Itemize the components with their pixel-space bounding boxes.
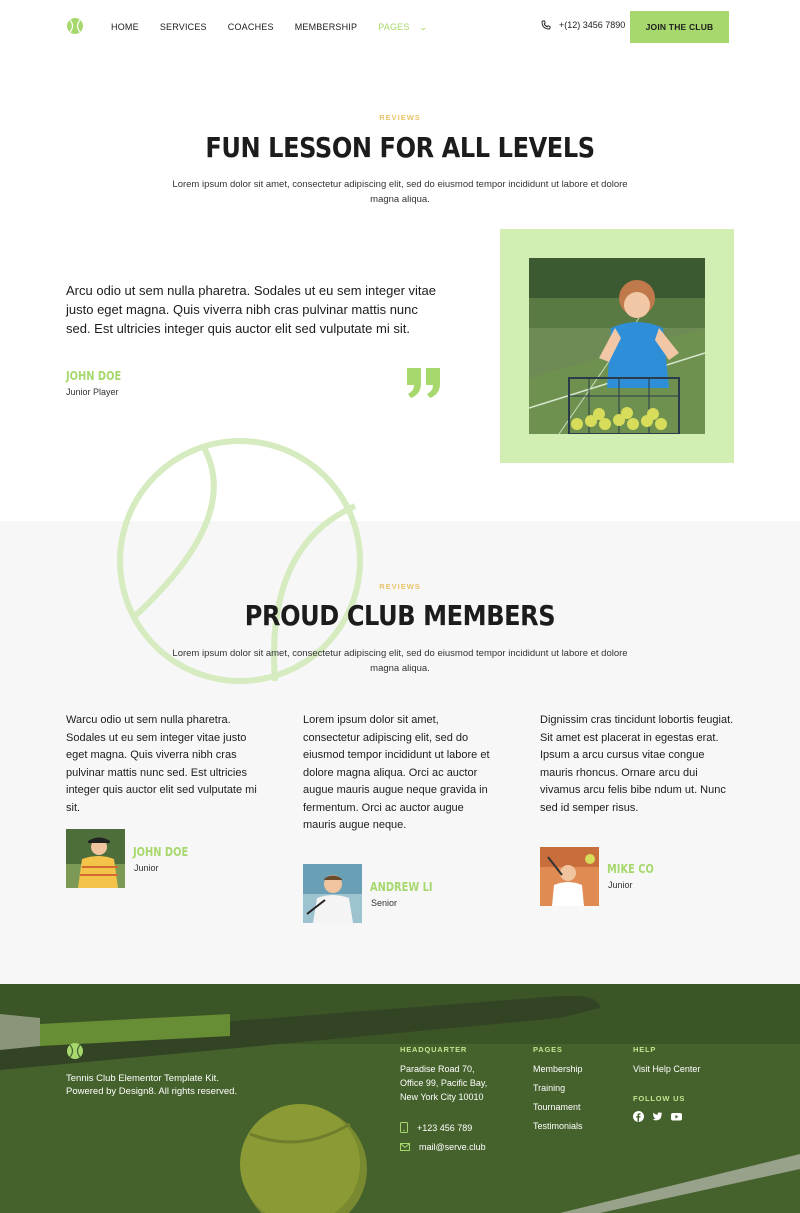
lessons-title: FUN LESSON FOR ALL LEVELS xyxy=(205,131,595,164)
testimonial-author: JOHN DOE xyxy=(66,369,122,383)
nav-services[interactable]: SERVICES xyxy=(159,22,207,32)
member-role: Senior xyxy=(371,898,398,908)
help-heading: HELP xyxy=(633,1045,657,1054)
footer-phone[interactable] xyxy=(400,1122,472,1133)
site-footer xyxy=(0,984,800,1213)
address-line: Office 99, Pacific Bay, xyxy=(400,1078,488,1088)
help-center-link[interactable]: Visit Help Center xyxy=(633,1064,701,1074)
footer-link-training[interactable]: Training xyxy=(533,1083,566,1093)
member-name: ANDREW LI xyxy=(370,880,433,894)
facebook-icon[interactable] xyxy=(633,1109,644,1120)
member-role: Junior xyxy=(134,863,159,873)
member-review-text: Lorem ipsum dolor sit amet, consectetur adipiscing elit, sed do eiusmod tempor incididunt ut labore et dolore magna aliqua. Orci ac auctor augue mauris augue neque gravida in fermentum. Orci ac auctor augue mauris augue neque. xyxy=(303,714,490,831)
avatar xyxy=(303,864,362,923)
footer-email-address: mail@serve.club xyxy=(419,1142,486,1152)
member-name: MIKE CO xyxy=(607,862,654,876)
footer-link-tournament[interactable]: Tournament xyxy=(533,1102,581,1112)
member-name: JOHN DOE xyxy=(133,845,189,859)
tennis-ball-logo-icon[interactable] xyxy=(67,18,83,34)
twitter-icon[interactable] xyxy=(652,1109,663,1120)
social-links xyxy=(633,1109,682,1120)
nav-membership[interactable]: MEMBERSHIP xyxy=(294,22,358,32)
headquarter-heading: HEADQUARTER xyxy=(400,1045,468,1054)
footer-phone-number: +123 456 789 xyxy=(417,1122,473,1133)
junior-player-photo xyxy=(529,258,705,434)
header-phone[interactable] xyxy=(541,20,625,30)
lessons-lead: Lorem ipsum dolor sit amet, consectetur adipiscing elit, sed do eiusmod tempor incididunt ut labore et dolore magna aliqua. xyxy=(172,179,628,205)
address-line: New York City 10010 xyxy=(400,1092,484,1102)
footer-link-testimonials[interactable]: Testimonials xyxy=(533,1121,583,1131)
quote-icon xyxy=(405,368,443,398)
footer-copyright: Powered by Design8. All rights reserved. xyxy=(66,1086,238,1097)
member-review-text: Warcu odio ut sem nulla pharetra. Sodales ut eu sem integer vitae justo eget magna. Quis viverra nibh cras pulvinar mattis nunc sed. Est ultricies integer quis auctor elit sed vulputate mi sit. xyxy=(66,714,257,814)
tennis-ball-logo-icon[interactable] xyxy=(67,1043,83,1059)
nav-pages[interactable] xyxy=(378,21,426,34)
members-lead: Lorem ipsum dolor sit amet, consectetur adipiscing elit, sed do eiusmod tempor incididunt ut labore et dolore magna aliqua. xyxy=(172,648,628,674)
follow-us-heading: FOLLOW US xyxy=(633,1094,686,1103)
nav-pages-label: PAGES xyxy=(378,22,410,32)
member-role: Junior xyxy=(608,880,633,890)
address-line: Paradise Road 70, xyxy=(400,1064,475,1074)
testimonial-role: Junior Player xyxy=(66,387,119,397)
join-club-button[interactable]: JOIN THE CLUB xyxy=(630,11,729,43)
footer-brand-line: Tennis Club Elementor Template Kit. xyxy=(66,1073,219,1084)
testimonial-quote: Arcu odio ut sem nulla pharetra. Sodales ut eu sem integer vitae justo eget magna. Quis viverra nibh cras pulvinar mattis nunc sed. Est ultricies integer quis auctor elit sed vulputate mi sit. xyxy=(66,283,436,336)
youtube-icon[interactable] xyxy=(671,1109,682,1120)
avatar xyxy=(66,829,125,888)
footer-address xyxy=(400,1062,487,1104)
footer-link-membership[interactable]: Membership xyxy=(533,1064,583,1074)
member-review-text: Dignissim cras tincidunt lobortis feugiat. Sit amet est placerat in egestas erat. Ipsum a arcu cursus vitae congue mauris rhoncus. Ornare arcu dui vivamus arcu felis bibe ndum ut. Nunc sed id semper risus. xyxy=(540,714,734,814)
nav-coaches[interactable]: COACHES xyxy=(227,22,274,32)
footer-email[interactable] xyxy=(400,1142,486,1152)
pages-heading: PAGES xyxy=(533,1045,563,1054)
members-kicker: REVIEWS xyxy=(379,582,421,591)
mobile-icon xyxy=(400,1122,408,1133)
footer-brand-text xyxy=(66,1072,286,1098)
members-title: PROUD CLUB MEMBERS xyxy=(244,599,556,632)
nav-home[interactable]: HOME xyxy=(111,22,139,32)
site-header xyxy=(0,0,800,54)
header-phone-number: +(12) 3456 7890 xyxy=(559,20,626,30)
phone-icon xyxy=(541,20,551,30)
mail-icon xyxy=(400,1143,410,1151)
lessons-kicker: REVIEWS xyxy=(379,113,421,122)
main-nav xyxy=(111,21,447,34)
avatar xyxy=(540,847,599,906)
chevron-down-icon: ⌄ xyxy=(418,23,428,32)
